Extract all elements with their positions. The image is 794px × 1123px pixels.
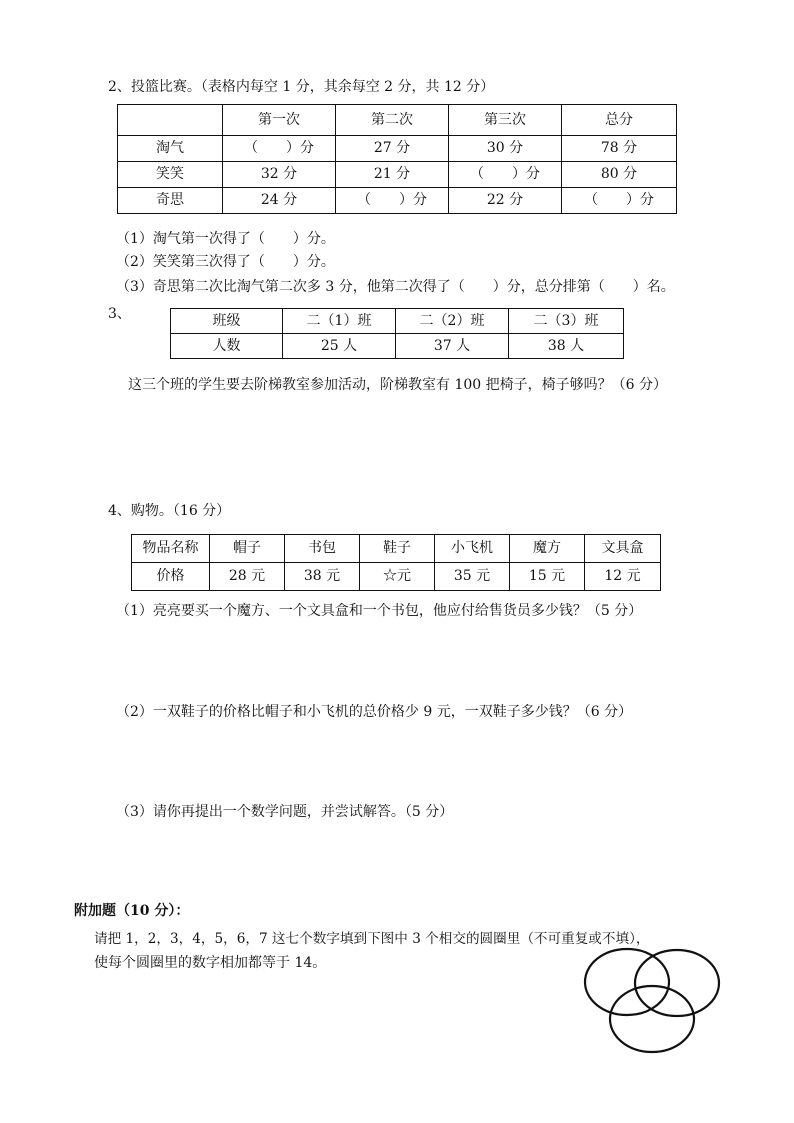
table-cell: 28 元 <box>210 563 285 591</box>
q4-sub-question-2: （2）一双鞋子的价格比帽子和小飞机的总价格少 9 元，一双鞋子多少钱？（6 分） <box>116 704 633 720</box>
q3-number: 3、 <box>108 306 131 322</box>
table-cell: 22 分 <box>449 188 562 214</box>
q3-question: 这三个班的学生要去阶梯教室参加活动，阶梯教室有 100 把椅子，椅子够吗？（6 分） <box>128 377 667 393</box>
table-cell: 第三次 <box>449 105 562 136</box>
bonus-line-2: 使每个圆圈里的数字相加都等于 14。 <box>94 955 327 971</box>
table-cell: 第二次 <box>336 105 449 136</box>
q4-price-table <box>131 534 661 591</box>
table-cell: 27 分 <box>336 136 449 162</box>
table-cell <box>118 105 223 136</box>
table-header-row <box>132 535 661 563</box>
table-cell: 二（1）班 <box>283 309 396 334</box>
table-row <box>118 162 677 188</box>
table-cell: 班级 <box>171 309 283 334</box>
table-cell: 25 人 <box>283 334 396 359</box>
q2-score-table <box>117 104 677 214</box>
table-cell: 80 分 <box>562 162 677 188</box>
circle-left[interactable] <box>585 949 669 1015</box>
q2-sub-question-3: （3）奇思第二次比淘气第二次多 3 分，他第二次得了（ ）分，总分排第（ ）名。 <box>116 279 675 295</box>
q2-sub-question-1: （1）淘气第一次得了（ ）分。 <box>116 231 335 247</box>
q4-sub-question-3: （3）请你再提出一个数学问题，并尝试解答。（5 分） <box>116 804 454 820</box>
table-cell: 书包 <box>285 535 360 563</box>
table-cell: 24 分 <box>223 188 336 214</box>
table-cell: 12 元 <box>585 563 661 591</box>
table-cell: 二（2）班 <box>396 309 509 334</box>
table-cell: 15 元 <box>510 563 585 591</box>
answer-blank-cell[interactable]: （ ）分 <box>562 188 677 214</box>
table-header-row <box>118 105 677 136</box>
table-cell: 第一次 <box>223 105 336 136</box>
table-cell: 21 分 <box>336 162 449 188</box>
bonus-title: 附加题（10 分）： <box>74 903 190 919</box>
circle-right[interactable] <box>635 950 719 1016</box>
q4-heading: 4、购物。（16 分） <box>108 503 231 519</box>
table-row <box>132 563 661 591</box>
table-cell: 38 元 <box>285 563 360 591</box>
answer-blank-cell[interactable]: （ ）分 <box>449 162 562 188</box>
table-row <box>118 136 677 162</box>
table-cell: 30 分 <box>449 136 562 162</box>
circle-bottom[interactable] <box>610 986 694 1052</box>
bonus-line-1: 请把 1，2，3，4，5，6，7 这七个数字填到下图中 3 个相交的圆圈里（不可重复或不填）， <box>94 931 650 947</box>
table-cell: 魔方 <box>510 535 585 563</box>
answer-blank-cell[interactable]: （ ）分 <box>336 188 449 214</box>
table-header-row <box>171 309 624 334</box>
table-cell: 鞋子 <box>360 535 435 563</box>
q4-sub-question-1: （1）亮亮要买一个魔方、一个文具盒和一个书包，他应付给售货员多少钱？（5 分） <box>116 603 643 619</box>
table-cell: 37 人 <box>396 334 509 359</box>
table-cell: 总分 <box>562 105 677 136</box>
table-cell: 38 人 <box>509 334 624 359</box>
q2-heading: 2、投篮比赛。（表格内每空 1 分，其余每空 2 分，共 12 分） <box>108 79 495 95</box>
table-cell: 35 元 <box>435 563 510 591</box>
table-cell: 78 分 <box>562 136 677 162</box>
venn-diagram <box>580 945 725 1057</box>
table-cell: 小飞机 <box>435 535 510 563</box>
table-cell: 二（3）班 <box>509 309 624 334</box>
q3-class-table <box>170 308 624 359</box>
answer-blank-cell[interactable]: （ ）分 <box>223 136 336 162</box>
table-cell: 32 分 <box>223 162 336 188</box>
table-cell: 奇思 <box>118 188 223 214</box>
table-cell: 淘气 <box>118 136 223 162</box>
table-cell: 人数 <box>171 334 283 359</box>
table-cell: 文具盒 <box>585 535 661 563</box>
table-cell: 笑笑 <box>118 162 223 188</box>
q2-sub-question-2: （2）笑笑第三次得了（ ）分。 <box>116 254 335 270</box>
table-cell: 物品名称 <box>132 535 210 563</box>
table-cell: ☆元 <box>360 563 435 591</box>
table-row <box>171 334 624 359</box>
table-cell: 帽子 <box>210 535 285 563</box>
table-row <box>118 188 677 214</box>
table-cell: 价格 <box>132 563 210 591</box>
